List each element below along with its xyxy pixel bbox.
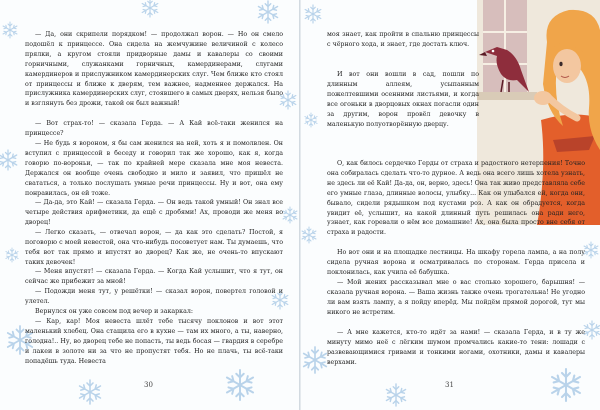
snowflake-icon <box>142 0 158 17</box>
page-number: 30 <box>144 381 153 389</box>
paragraph: — Легко сказать, — отвечал ворон, — да как это сделать? Постой, я поговорю с моей невестой, она что-нибудь посоветует нам. Ты думаешь, что тебя вот так прямо и впустят во дворец? Как же, не очень-то впускают таких девочек! <box>25 229 283 266</box>
paragraph: — Не будь я вороном, я бы сам женился на ней, хоть я и помолвлен. Он вступил с принцессой в беседу и говорил так же хорошо, как я, когда говорю по-вороньи, — так по крайней мере сказала мне моя невеста. Держался он вообще очень свободно и мило и заявил, что пришёл не свататься, а только послушать умные речи принцессы. Ну и вот, она ему понравилась, он ей тоже. <box>25 140 283 197</box>
paragraph: — Меня впустят! — сказала Герда. — Когда Кай услышит, что я тут, он сейчас же прибежит за мной! <box>25 268 283 285</box>
paragraph: — Вот страх-то! — сказала Герда. — А Кай всё-таки женился на принцессе? <box>25 120 283 137</box>
paragraph: Но вот они и на площадке лестницы. На шкафу горела лампа, а на полу сидела ручная ворона и осматривалась по сторонам. Герда присела и поклонилась, как учила её бабушка. <box>327 249 585 276</box>
snowflake-icon <box>80 380 101 404</box>
snowflake-icon <box>305 113 317 127</box>
snowflake-icon <box>3 22 17 38</box>
snowflake-icon <box>552 369 580 401</box>
snowflake-icon <box>0 150 17 170</box>
snowflake-icon <box>227 370 253 400</box>
page-number: 31 <box>445 381 454 389</box>
paragraph: Вернулся он уже совсем под вечер и закаркал: <box>35 308 193 315</box>
snowflake-icon <box>304 347 327 373</box>
snowflake-icon <box>584 321 600 339</box>
paragraph: — А мне кажется, кто-то идёт за нами! — сказала Герда, и в ту же минуту мимо неё с лёгким шумом промчались какие-то тени: лошади с развевающимися гривами и тонкими ногами, охотники, дамы и кавалеры верхами. <box>327 329 585 366</box>
paragraph: — Кар, кар! Моя невеста шлёт тебе тысячу поклонов и вот этот маленький хлебец. Она стащила его в кухне — там их много, а ты, наверно, голодна!.. Ну, во дворец тебе не попасть, ты ведь босая — гвардия в серебре и лакеи в золоте ни за что не пропустят тебя. Но не плачь, ты всё-таки попадёшь туда. Невеста <box>25 318 283 365</box>
paragraph: моя знает, как пройти в спальню принцессы с чёрного хода, и знает, где достать ключ. <box>327 31 479 48</box>
paragraph: — Да, они скрипели порядком! — продолжал ворон. — Но он смело подошёл к принцессе. Она сидела на жемчужине величиной с колесо прялки, а кругом стояли придворные дамы и кавалеры со своими горничными, служанками горничных, камердинерами, слугами камердинеров и прислужником камердинерских слуг. Чем ближе кто стоял от принцессы и ближе к дверям, тем важнее, надменнее держался. На прислужника камердинерских слуг, стоявшего в самых дверях, нельзя было и взглянуть без дрожи, такой он был важный! <box>25 31 283 108</box>
right-page <box>301 0 600 410</box>
paragraph: — Мой жених рассказывал мне о вас столько хорошего, барышня! — сказала ручная ворона. — Ваша жизнь также очень трогательна! Не угодно ли вам взять лампу, а я пойду вперёд. Мы пойдём прямой дорогой, тут мы никого не встретим. <box>327 279 585 316</box>
snowflake-icon <box>258 1 277 23</box>
snowflake-icon <box>302 227 316 243</box>
paragraph: О, как билось сердечко Герды от страха и радостного нетерпения! Точно она собиралась сделать что-то дурное. А ведь она всего лишь хотела узнать, не здесь ли её Кай! Да-да, он, верно, здесь! Она так живо представляла себе его умные глаза, длинные волосы, улыбку... Как он улыбался ей, когда они, бывало, сидели рядышком под кустами роз. А как он обрадуется, когда увидит её, услышит, на какой длинный путь решилась она ради него, узнает, как горевали о нём все домашние! Ах, она была просто вне себя от страха и радости. <box>327 160 585 237</box>
snowflake-icon <box>386 384 405 406</box>
left-page <box>0 0 299 410</box>
snowflake-icon <box>584 242 598 258</box>
snowflake-icon <box>6 248 18 262</box>
paragraph: — Да-да, это Кай! — сказала Герда. — Он ведь такой умный! Он знал все четыре действия арифметики, да ещё с дробями! Ах, проводи же меня во дворец! <box>25 199 283 226</box>
snowflake-icon <box>283 207 297 223</box>
paragraph: И вот они вошли в сад, пошли по длинным аллеям, усыпанным пожелтевшими осенними листьями, и когда все огоньки в дворцовых окнах погасли один за другим, ворон провёл девочку в маленькую полуотворённую дверцу. <box>327 71 479 128</box>
paragraph: — Подожди меня тут, у решётки! — сказал ворон, повертел головой и улетел. <box>25 288 283 305</box>
snowflake-icon <box>305 5 321 23</box>
